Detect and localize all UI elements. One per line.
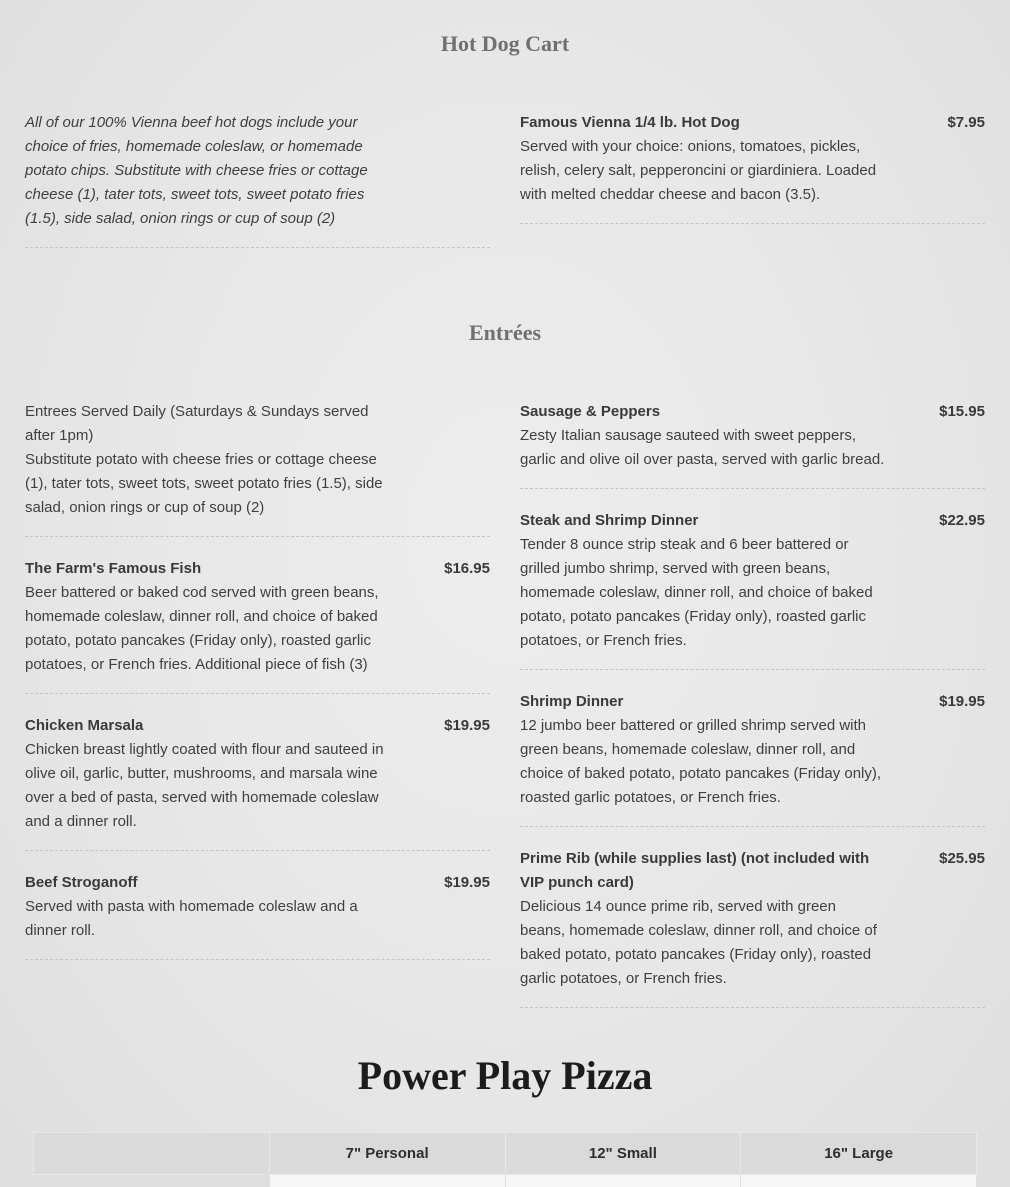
pizza-section-title: Power Play Pizza — [357, 1053, 653, 1098]
menu-item-price: $22.95 — [939, 512, 985, 529]
pizza-price-table — [33, 1132, 977, 1187]
menu-item-name: Beef Stroganoff — [25, 874, 138, 891]
menu-item-description: Chicken breast lightly coated with flour and sauteed in olive oil, garlic, butter, mushrooms, and marsala wine over a bed of pasta, served with homemade coleslaw and a dinner roll. — [25, 741, 384, 830]
pizza-header-large: 16" Large — [741, 1133, 977, 1175]
menu-item-price: $19.95 — [444, 874, 490, 891]
menu-item-steak-shrimp — [520, 509, 985, 670]
menu-item-description: Delicious 14 ounce prime rib, served with green beans, homemade coleslaw, dinner roll, and choice of baked potato, potato pancakes (Friday only), roasted garlic potatoes, or French fries. — [520, 898, 877, 987]
menu-item-name: The Farm's Famous Fish — [25, 560, 202, 577]
menu-item-shrimp-dinner — [520, 690, 985, 827]
hotdog-intro-block — [25, 111, 490, 248]
menu-item-prime-rib — [520, 847, 985, 1008]
menu-item-name: Shrimp Dinner — [520, 693, 624, 710]
hotdog-right-column — [520, 111, 985, 244]
menu-item-description: Served with pasta with homemade coleslaw and a dinner roll. — [25, 898, 358, 939]
menu-item-price: $19.95 — [444, 717, 490, 734]
hotdog-left-column — [25, 111, 490, 268]
entrees-intro-line-2: Substitute potato with cheese fries or cottage cheese (1), tater tots, sweet tots, sweet potato fries (1.5), side salad, onion rings or cup of soup (2) — [25, 451, 383, 516]
table-cell — [34, 1175, 270, 1187]
menu-item-description: Served with your choice: onions, tomatoes, pickles, relish, celery salt, pepperoncini or giardiniera. Loaded with melted cheddar cheese and bacon (3.5). — [520, 138, 877, 203]
menu-item-description: Beer battered or baked cod served with green beans, homemade coleslaw, dinner roll, and choice of baked potato, potato pancakes (Friday only), roasted garlic potatoes, or French fries. Additional piece of fish (3) — [25, 584, 379, 673]
entrees-left-column — [25, 400, 490, 980]
menu-item-name: Steak and Shrimp Dinner — [520, 512, 699, 529]
menu-item-sausage-peppers — [520, 400, 985, 489]
pizza-table-header-row — [34, 1133, 977, 1175]
table-cell — [505, 1175, 741, 1187]
entrees-section-title: Entrées — [468, 320, 542, 345]
table-row — [34, 1175, 977, 1187]
pizza-header-small: 12" Small — [505, 1133, 741, 1175]
entrees-intro-line-1: Entrees Served Daily (Saturdays & Sundays served after 1pm) — [25, 403, 369, 444]
menu-item-description: Zesty Italian sausage sauteed with sweet peppers, garlic and olive oil over pasta, served with garlic bread. — [520, 427, 885, 468]
menu-item-chicken-marsala — [25, 714, 490, 851]
entrees-right-column — [520, 400, 985, 1028]
menu-item-name: Famous Vienna 1/4 lb. Hot Dog — [520, 114, 740, 131]
table-cell — [741, 1175, 977, 1187]
menu-item-famous-fish — [25, 557, 490, 694]
menu-item-price: $7.95 — [947, 114, 985, 131]
menu-item-name: Prime Rib (while supplies last) (not included with VIP punch card) — [520, 850, 870, 891]
table-cell — [269, 1175, 505, 1187]
menu-item-price: $25.95 — [939, 850, 985, 867]
menu-item-price: $16.95 — [444, 560, 490, 577]
pizza-header-personal: 7" Personal — [269, 1133, 505, 1175]
menu-item-price: $15.95 — [939, 403, 985, 420]
menu-item-description: Tender 8 ounce strip steak and 6 beer battered or grilled jumbo shrimp, served with green beans, homemade coleslaw, dinner roll, and choice of baked potato, potato pancakes (Friday only), roasted garlic potatoes, or French fries. — [520, 536, 873, 649]
menu-item-beef-stroganoff — [25, 871, 490, 960]
hotdog-section-title: Hot Dog Cart — [440, 31, 570, 56]
menu-item-name: Chicken Marsala — [25, 717, 144, 734]
hotdog-intro-text: All of our 100% Vienna beef hot dogs include your choice of fries, homemade coleslaw, or homemade potato chips. Substitute with cheese fries or cottage cheese (1), tater tots, sweet tots, sweet potato fries (1.5), side salad, onion rings or cup of soup (2) — [25, 114, 368, 227]
menu-item-description: 12 jumbo beer battered or grilled shrimp served with green beans, homemade coleslaw, dinner roll, and choice of baked potato, potato pancakes (Friday only), roasted garlic potatoes, or French fries. — [520, 717, 882, 806]
entrees-intro-block — [25, 400, 490, 537]
pizza-header-blank — [34, 1133, 270, 1175]
menu-item-vienna-hot-dog — [520, 111, 985, 224]
menu-item-name: Sausage & Peppers — [520, 403, 661, 420]
menu-item-price: $19.95 — [939, 693, 985, 710]
